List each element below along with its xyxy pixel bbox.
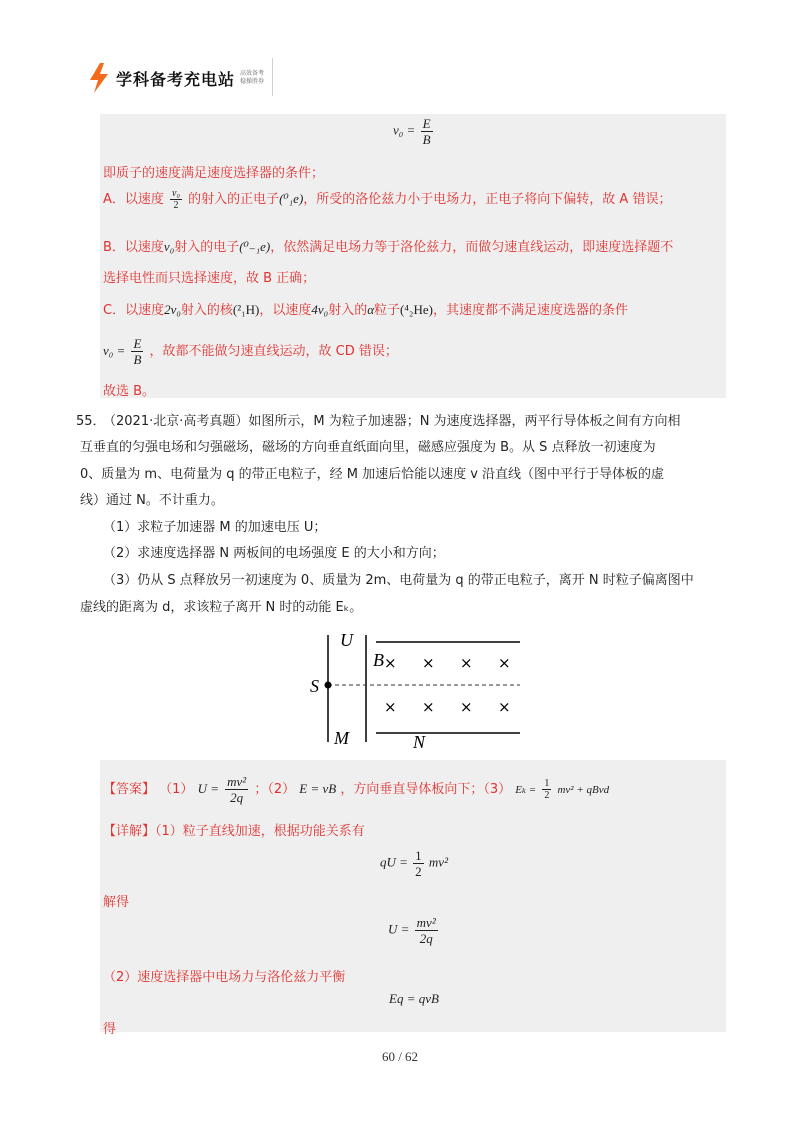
- subquestion-2: （2）求速度选择器 N 两板间的电场强度 E 的大小和方向；: [103, 546, 445, 561]
- magnetic-field-cross: ×: [384, 654, 397, 672]
- detail-get: 得: [103, 1022, 117, 1037]
- subquestion-3-cont: 虚线的距离为 d，求该粒子离开 N 时的动能 Eₖ。: [80, 600, 363, 615]
- detail-solve: 解得: [103, 895, 130, 910]
- page-number: 60 / 62: [381, 1049, 419, 1064]
- logo-text: 学科备考充电站: [116, 69, 236, 89]
- header-divider: [272, 58, 273, 96]
- detail-tag: 【详解】: [103, 824, 156, 839]
- question-number: 55．: [76, 414, 106, 429]
- magnetic-field-cross: ×: [498, 654, 511, 672]
- lightning-logo-icon: [88, 63, 110, 93]
- label-u: U: [340, 630, 353, 650]
- question-line-1: （2021·北京·高考真题）如图所示，M 为粒子加速器；N 为速度选择器，两平行导体板之间有方向相: [103, 414, 681, 429]
- eq-U: U = $\frac{\text{mv²}}{2q}$: [388, 915, 436, 946]
- site-header: [88, 60, 270, 96]
- magnetic-field-cross: ×: [498, 698, 511, 716]
- subquestion-1: （1）求粒子加速器 M 的加速电压 U；: [103, 520, 327, 535]
- label-n: N: [413, 732, 426, 750]
- question-line-4: 线）通过 N。不计重力。: [80, 493, 224, 508]
- magnetic-field-cross: ×: [460, 698, 473, 716]
- question-line-2: 互垂直的匀强电场和匀强磁场，磁场的方向垂直纸面向里，磁感应强度为 B。从 S 点释放一初速度为: [80, 440, 656, 455]
- prev-final-choice: 故选 B。: [103, 384, 156, 399]
- label-b: B: [373, 650, 384, 670]
- logo-slogan: 高效备考 稳操胜券: [240, 70, 265, 85]
- point-s: [325, 682, 332, 689]
- eq-v0: v₀ = $\frac{E}{B}$: [393, 116, 431, 147]
- subquestion-3: （3）仍从 S 点释放另一初速度为 0、质量为 2m、电荷量为 q 的带正电粒子，离开 N 时粒子偏离图中: [103, 573, 694, 588]
- option-c-line1: C．以速度2v₀射入的核(²₁H)，以速度4v₀射入的α粒子(⁴₂He)，其速度都不满足速度选器的条件: [103, 302, 628, 318]
- magnetic-field-cross: ×: [422, 698, 435, 716]
- label-m: M: [334, 728, 349, 748]
- detail-line-1: 【详解】（1）粒子直线加速，根据功能关系有: [103, 824, 365, 839]
- answer-tag: 【答案】: [103, 782, 156, 797]
- eq-qU: qU = $\frac{1}{2}$ mv²: [380, 848, 448, 879]
- label-s: S: [310, 676, 319, 696]
- option-a: A．以速度 $\frac{\text{v₀}}{2}$ 的射入的正电子(⁰₁e)，所受的洛伦兹力小于电场力，正电子将向下偏转，故 A 错误；: [103, 188, 672, 211]
- eq-Eq: Eq = qvB: [389, 991, 439, 1006]
- option-b-line1: B．以速度v₀射入的电子(⁰₋₁e)，依然满足电场力等于洛伦兹力，而做匀速直线运动，即速度选择题不: [103, 239, 674, 255]
- detail-line-2: （2）速度选择器中电场力与洛伦兹力平衡: [103, 970, 346, 985]
- option-c-line2: v₀ = $\frac{E}{B}$ ，故都不能做匀速直线运动，故 CD 错误；: [103, 336, 398, 367]
- question-line-3: 0、质量为 m、电荷量为 q 的带正电粒子，经 M 加速后恰能以速度 v 沿直线（图中平行于导体板的虚: [80, 467, 665, 482]
- magnetic-field-cross: ×: [460, 654, 473, 672]
- magnetic-field-cross: ×: [422, 654, 435, 672]
- option-b-line2: 选择电性而只选择速度，故 B 正确；: [103, 271, 316, 286]
- magnetic-field-cross: ×: [384, 698, 397, 716]
- answer-line: 【答案】 （1） U = $\frac{\text{mv²}}{2q}$ ；（2） E = vB ，方向垂直导体板向下；（3） Eₖ = $\frac{1}{2}$ mv² + qBvd: [103, 774, 610, 805]
- prev-line-condition: 即质子的速度满足速度选择器的条件；: [103, 166, 325, 181]
- accelerator-selector-diagram: [300, 630, 540, 750]
